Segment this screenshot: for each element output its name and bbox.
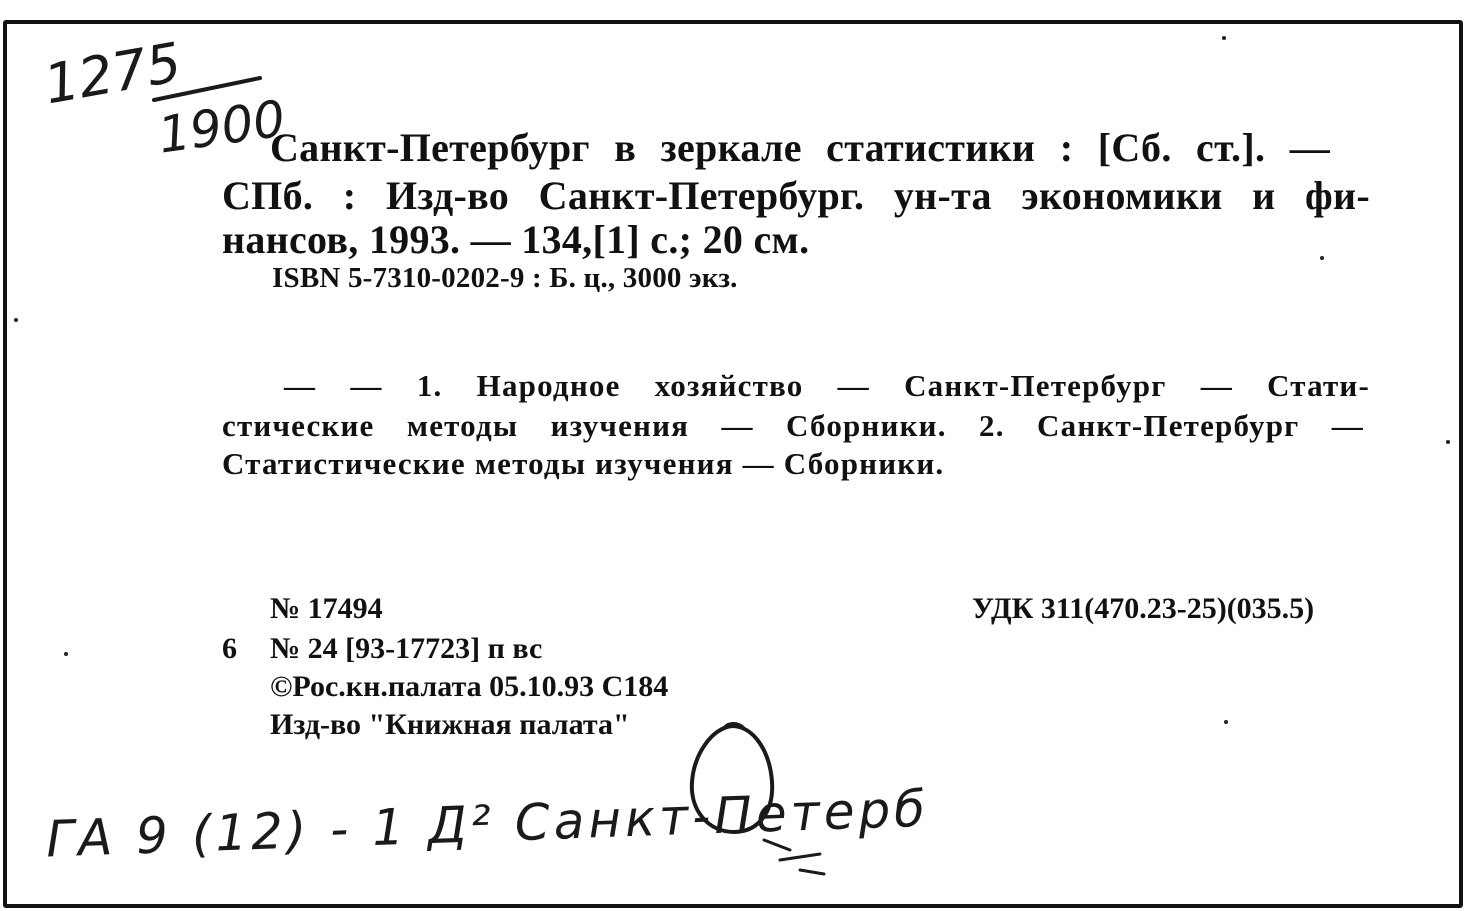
speck — [1446, 440, 1450, 444]
handwritten-classification: ГА 9 (12) - 1 Д² Санкт-Петерб — [45, 779, 930, 869]
udc-code: УДК 311(470.23-25)(035.5) — [972, 592, 1315, 625]
title-line-3: нансов, 1993. — 134,[1] с.; 20 см. — [222, 217, 810, 262]
copyright-line: ©Рос.кн.палата 05.10.93 С184 — [270, 670, 669, 703]
isbn-line: ISBN 5-7310-0202-9 : Б. ц., 3000 экз. — [272, 262, 738, 294]
card-number: № 24 [93-17723] п вс — [270, 632, 543, 665]
handwritten-number-top: 1275 — [39, 30, 186, 117]
speck — [1224, 720, 1228, 724]
subject-line-3: Статистические методы изучения — Сборники. — [222, 446, 945, 481]
speck — [1320, 256, 1324, 260]
title-line-1: Санкт-Петербург в зеркале статистики : [Сб. ст.]. — — [270, 125, 1330, 170]
copies-count: 6 — [222, 632, 237, 665]
subject-line-1: — — 1. Народное хозяйство — Санкт-Петербург — Стати- — [284, 368, 1370, 403]
speck — [1222, 36, 1226, 40]
title-line-2: СПб. : Изд-во Санкт-Петербург. ун-та экономики и фи- — [222, 173, 1370, 218]
publisher-line: Изд-во "Книжная палата" — [270, 708, 630, 741]
speck — [64, 652, 68, 656]
speck — [14, 318, 18, 322]
record-number: № 17494 — [270, 592, 383, 625]
subject-line-2: стические методы изучения — Сборники. 2. Санкт-Петербург — — [222, 408, 1364, 443]
handwritten-number-bottom: 1900 — [154, 89, 289, 165]
